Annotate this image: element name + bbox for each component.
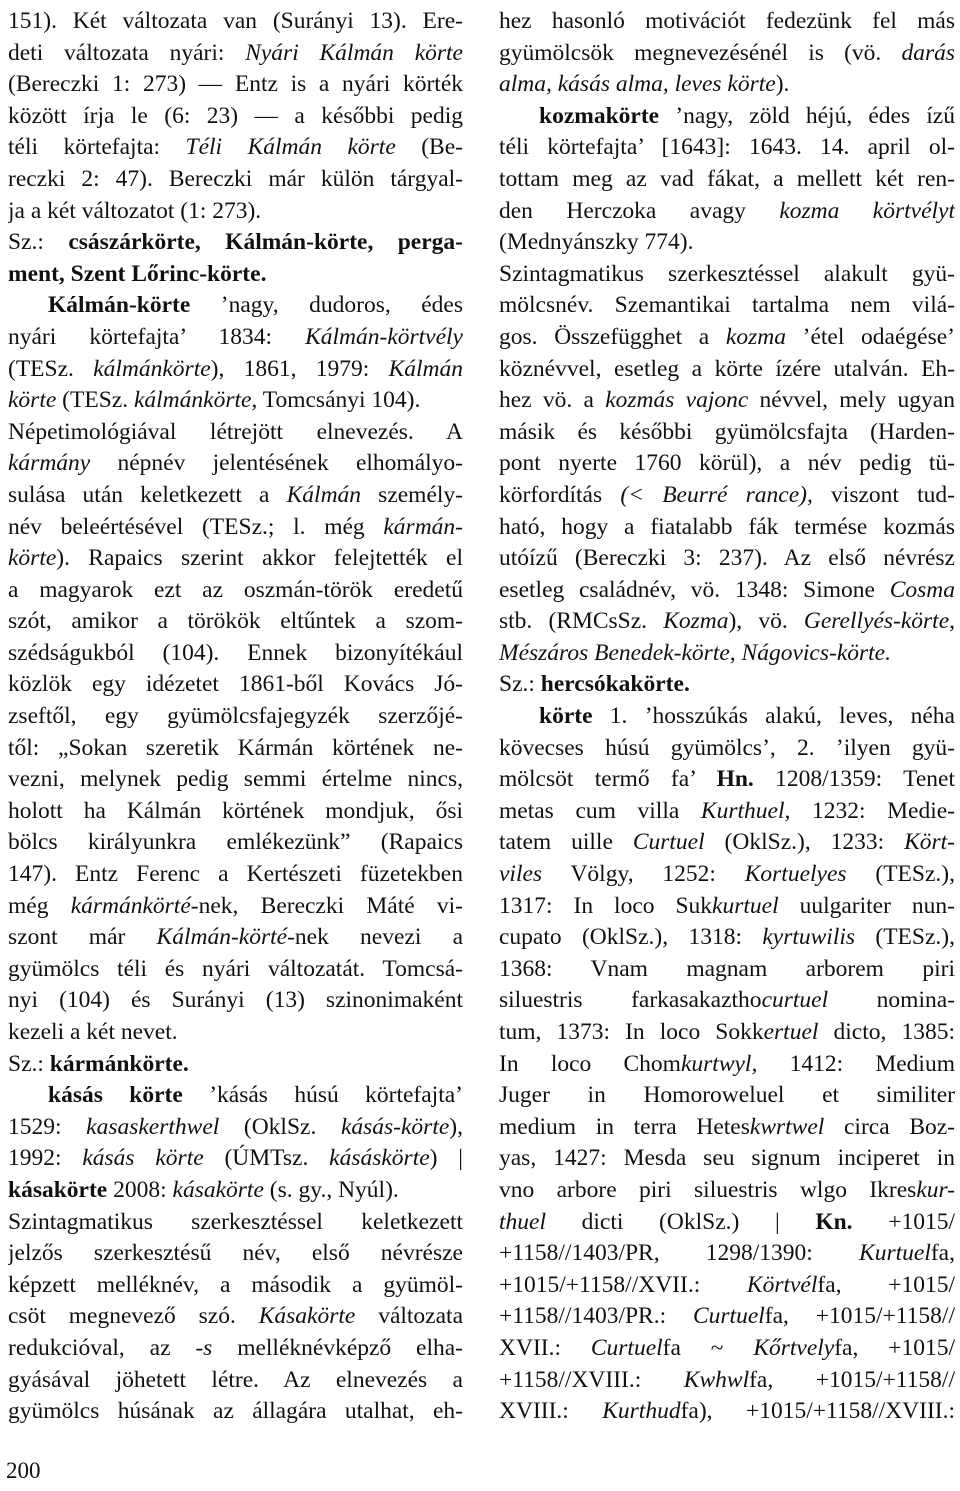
text-line: XVIII.: Kurthudfa), +1015/+1158//XVIII.: — [499, 1398, 955, 1425]
text-line: kozmakörte ’nagy, zöld héjú, édes ízű — [539, 102, 955, 129]
text-line: medium in terra Heteskwrtwel circa Boz- — [499, 1113, 955, 1140]
text-line: kezeli a két nevet. — [8, 1019, 178, 1045]
text-line: +1158//1403/PR.: Curtuelfa, +1015/+1158// — [499, 1303, 955, 1330]
text-line: Mészáros Benedek-körte, Nágovics-körte. — [499, 639, 891, 666]
text-line: mölcsöt termő fa’ Hn. 1208/1359: Tenet — [499, 766, 955, 793]
text-line: től: „Sokan szeretik Kármán körtének ne- — [8, 734, 463, 761]
text-line: még kármánkörté-nek, Bereczki Máté vi- — [8, 892, 463, 919]
text-line: nyári körtefajta’ 1834: Kálmán-körtvély — [8, 323, 463, 350]
text-line: gyümölcs húsának az állagára utalhat, eh- — [8, 1398, 463, 1425]
text-line: gyümölcsök megnevezésénél is (vö. darás — [499, 39, 955, 66]
text-line: esetleg családnév, vö. 1348: Simone Cosma — [499, 576, 955, 603]
text-line: 1317: In loco Sukkurtuel uulgariter nun- — [499, 892, 955, 919]
text-line: köznévvel, esetleg a körte ízére utalván. Eh- — [499, 355, 955, 382]
text-line: 1529: kasaskerthwel (OklSz. kásás-körte), — [8, 1113, 463, 1140]
text-line: sulása után keletkezett a Kálmán személy- — [8, 481, 463, 508]
text-line: szont már Kálmán-körté-nek nevezi a — [8, 924, 463, 951]
text-line: tum, 1373: In loco Sokkertuel dicto, 1385: — [499, 1019, 955, 1045]
text-line: másik és későbbi gyümölcsfajta (Harden- — [499, 418, 955, 445]
text-line: redukcióval, az -s melléknévképző elha- — [8, 1334, 463, 1361]
text-line: közlök egy idézetet 1861-ből Kovács Jó- — [8, 671, 463, 698]
text-line: deti változata nyári: Nyári Kálmán körte — [8, 39, 463, 66]
text-line: Juger in Homoroweluel et similiter — [499, 1082, 955, 1109]
text-line: kásás körte ’kásás húsú körtefajta’ — [48, 1082, 463, 1109]
text-line: XVII.: Curtuelfa ~ Kőrtvelyfa, +1015/ — [499, 1334, 955, 1361]
page-number: 200 — [6, 1458, 41, 1483]
text-line: Kálmán-körte ’nagy, dudoros, édes — [48, 292, 463, 319]
text-line: reczki 2: 47). Bereczki már külön tárgyal- — [8, 165, 463, 192]
text-line: holott ha Kálmán körtének mondjuk, ősi — [8, 797, 463, 824]
text-line: (Mednyánszky 774). — [499, 229, 694, 256]
text-line: (TESz. kálmánkörte), 1861, 1979: Kálmán — [8, 355, 463, 382]
text-line: ment, Szent Lőrinc-körte. — [8, 260, 267, 287]
text-line: gyásával jöhetett létre. Az elnevezés a — [8, 1366, 463, 1393]
left-text-column — [8, 6, 463, 1428]
text-line: tatem uille Curtuel (OklSz.), 1233: Kört- — [499, 829, 955, 856]
text-line: 151). Két változata van (Surányi 13). Ere- — [8, 8, 463, 34]
text-line: név beleértésével (TESz.; l. még kármán- — [8, 513, 463, 540]
text-line: metas cum villa Kurthuel, 1232: Medie- — [499, 797, 955, 824]
text-line: ja a két változatot (1: 273). — [8, 197, 262, 224]
text-line: szédságukból (104). Ennek bizonyítékául — [8, 639, 463, 666]
text-line: +1015/+1158//XVII.: Körtvélfa, +1015/ — [499, 1271, 955, 1298]
text-line: téli körtefajta’ [1643]: 1643. 14. april ol- — [499, 134, 955, 161]
text-line: 1992: kásás körte (ÚMTsz. kásáskörte) | — [8, 1145, 463, 1172]
text-line: kövecses húsú gyümölcs’, 2. ’ilyen gyü- — [499, 734, 955, 761]
text-line: a magyarok ezt az oszmán-török eredetű — [8, 576, 463, 603]
text-line: Sz.: kármánkörte. — [8, 1050, 189, 1077]
text-line: 1368: Vnam magnam arborem piri — [499, 955, 955, 982]
text-line: mölcsnév. Szemantikai tartalma nem vilá- — [499, 292, 955, 319]
text-line: jelzős szerkesztésű név, első névrésze — [8, 1240, 463, 1267]
text-line: Sz.: császárkörte, Kálmán-körte, perga- — [8, 229, 463, 256]
text-line: képzett melléknév, a második a gyümöl- — [8, 1271, 463, 1298]
text-line: stb. (RMCsSz. Kozma), vö. Gerellyés-körte, — [499, 608, 955, 635]
text-line: gyümölcs téli és nyári változatát. Tomcsá- — [8, 955, 463, 982]
text-line: (Bereczki 1: 273) — Entz is a nyári körték — [8, 71, 463, 98]
text-line: hez hasonló motivációt fedezünk fel más — [499, 8, 955, 34]
text-line: utóízű (Bereczki 3: 237). Az első névrész — [499, 545, 955, 572]
text-line: között írja le (6: 23) — a későbbi pedig — [8, 102, 463, 129]
text-line: körfordítás (< Beurré rance), viszont tud- — [499, 481, 955, 508]
text-line: Sz.: hercsókakörte. — [499, 671, 690, 698]
text-line: tottam meg az vad fákat, a mellett két ren- — [499, 165, 955, 192]
text-line: Népetimológiával létrejött elnevezés. A — [8, 418, 463, 445]
text-line: hez vö. a kozmás vajonc névvel, mely ugyan — [499, 387, 955, 414]
text-line: ható, hogy a fiatalabb fák termése kozmás — [499, 513, 955, 540]
text-line: nyi (104) és Surányi (13) szinonimaként — [8, 987, 463, 1014]
text-line: alma, kásás alma, leves körte). — [499, 71, 790, 98]
text-line: vno arbore piri siluestris wlgo Ikreskur- — [499, 1176, 955, 1203]
text-line: csöt megnevező szó. Kásakörte változata — [8, 1303, 463, 1330]
text-line: körte (TESz. kálmánkörte, Tomcsányi 104). — [8, 387, 421, 414]
text-line: 147). Entz Ferenc a Kertészeti füzetekben — [8, 861, 463, 888]
text-line: kásakörte 2008: kásakörte (s. gy., Nyúl). — [8, 1176, 399, 1203]
text-line: +1158//1403/PR, 1298/1390: Kurtuelfa, — [499, 1240, 955, 1267]
text-line: bölcs királyunkra emlékezünk” (Rapaics — [8, 829, 463, 856]
text-line: Szintagmatikus szerkesztéssel alakult gyü- — [499, 260, 955, 287]
text-line: siluestris farkasakazthocurtuel nomina- — [499, 987, 955, 1014]
text-line: zseftől, egy gyümölcsfajegyzék szerzőjé- — [8, 703, 463, 730]
text-line: kármány népnév jelentésének elhomályo- — [8, 450, 463, 477]
text-line: téli körtefajta: Téli Kálmán körte (Be- — [8, 134, 463, 161]
text-line: cupato (OklSz.), 1318: kyrtuwilis (TESz.), — [499, 924, 955, 951]
right-text-column — [499, 6, 955, 1428]
text-line: den Herczoka avagy kozma körtvélyt — [499, 197, 955, 224]
text-line: yas, 1427: Mesda seu signum inciperet in — [499, 1145, 955, 1172]
text-line: In loco Chomkurtwyl, 1412: Medium — [499, 1050, 955, 1077]
text-line: vezni, melynek pedig semmi értelme nincs, — [8, 766, 463, 793]
text-line: +1158//XVIII.: Kwhwlfa, +1015/+1158// — [499, 1366, 955, 1393]
text-line: körte). Rapaics szerint akkor felejtették el — [8, 545, 463, 572]
text-line: Szintagmatikus szerkesztéssel keletkezett — [8, 1208, 463, 1235]
text-line: körte 1. ’hosszúkás alakú, leves, néha — [539, 703, 955, 730]
text-line: pont nyerte 1760 körül), a név pedig tü- — [499, 450, 955, 477]
text-line: thuel dicti (OklSz.) | Kn. +1015/ — [499, 1208, 955, 1235]
text-line: viles Völgy, 1252: Kortuelyes (TESz.), — [499, 861, 955, 888]
text-line: szót, amikor a törökök eltűntek a szom- — [8, 608, 463, 635]
text-line: gos. Összefügghet a kozma ’étel odaégése’ — [499, 323, 955, 350]
